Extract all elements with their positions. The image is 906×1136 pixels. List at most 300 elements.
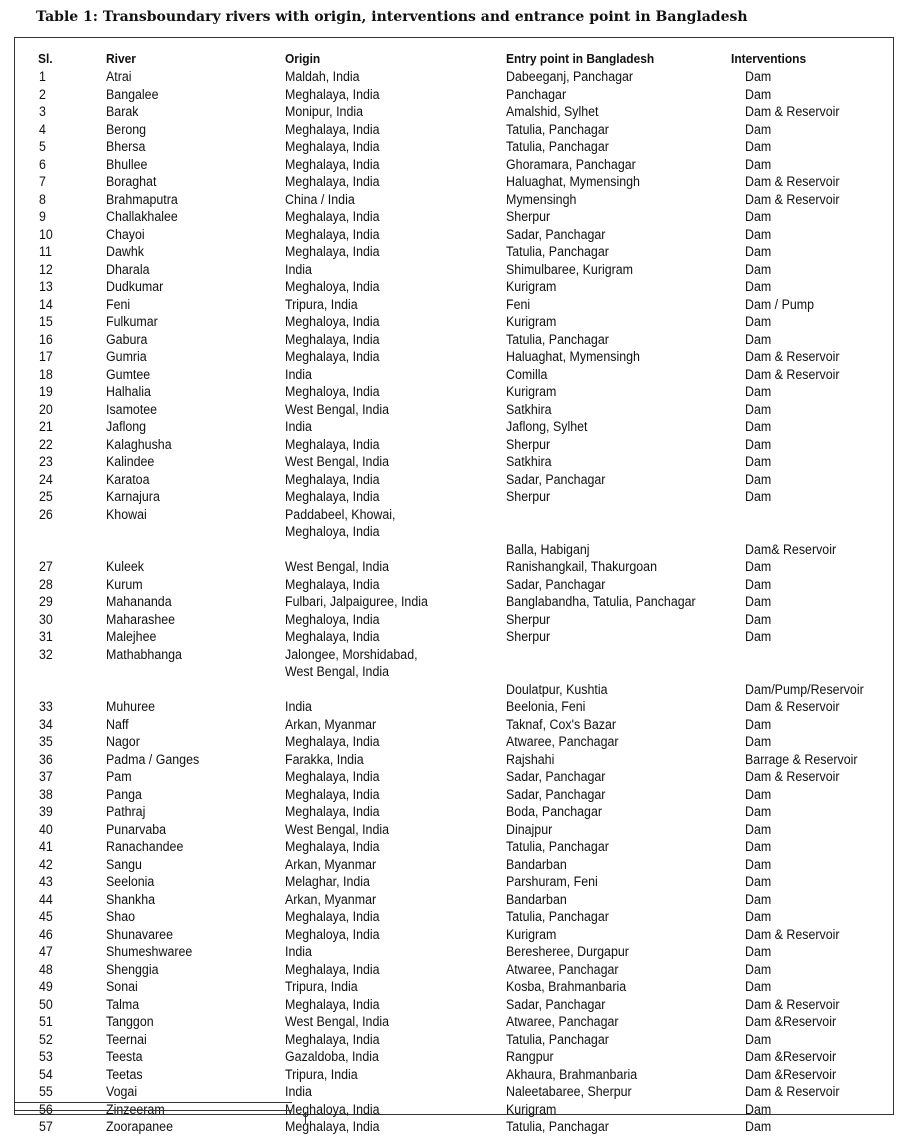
row-serial: 14 bbox=[39, 296, 53, 312]
row-entry-point: Sherpur bbox=[506, 489, 551, 504]
row-entry-point: Sadar, Panchagar bbox=[506, 576, 606, 592]
row-entry-point: Haluaghat, Mymensingh bbox=[506, 349, 640, 364]
row-entry-point: Comilla bbox=[506, 366, 548, 382]
row-serial: 5 bbox=[39, 139, 46, 154]
row-origin: Arkan, Myanmar bbox=[285, 856, 377, 872]
row-river: Fulkumar bbox=[106, 314, 158, 329]
row-origin: Meghalaya, India bbox=[285, 174, 380, 189]
row-serial: 19 bbox=[39, 384, 53, 399]
row-serial: 9 bbox=[39, 209, 46, 224]
table-row bbox=[0, 436, 906, 454]
row-serial: 35 bbox=[39, 734, 53, 749]
row-interventions: Dam bbox=[745, 139, 772, 154]
row-origin: Meghalaya, India bbox=[285, 909, 380, 924]
row-entry-point: Bandarban bbox=[506, 856, 567, 872]
row-river: Punarvaba bbox=[106, 821, 167, 837]
table-row bbox=[0, 1066, 906, 1084]
row-river: Sangu bbox=[106, 856, 142, 872]
row-entry-point: Sherpur bbox=[506, 611, 551, 627]
row-origin: Meghaloya, India bbox=[285, 1101, 380, 1117]
row-entry-point: Banglabandha, Tatulia, Panchagar bbox=[506, 594, 696, 609]
row-origin: India bbox=[285, 944, 312, 959]
row-interventions: Dam bbox=[745, 209, 772, 224]
row-entry-point: Rangpur bbox=[506, 1049, 554, 1064]
row-interventions: Dam bbox=[745, 86, 772, 102]
row-interventions: Dam bbox=[745, 384, 772, 399]
row-origin: Jalongee, Morshidabad, West Bengal, India bbox=[285, 646, 418, 679]
row-origin: Arkan, Myanmar bbox=[285, 716, 377, 732]
row-interventions: Dam bbox=[745, 576, 772, 592]
row-interventions: Dam bbox=[745, 419, 772, 434]
row-river: Isamotee bbox=[106, 401, 158, 417]
row-river: Gabura bbox=[106, 331, 148, 347]
row-origin: West Bengal, India bbox=[285, 401, 390, 417]
row-river: Teesta bbox=[106, 1049, 143, 1064]
row-serial: 33 bbox=[39, 699, 53, 714]
row-interventions: Dam bbox=[745, 454, 772, 469]
row-river: Kalaghusha bbox=[106, 436, 172, 452]
row-origin: Meghalaya, India bbox=[285, 121, 380, 137]
row-entry-point: Naleetabaree, Sherpur bbox=[506, 1084, 632, 1099]
row-entry-point: Satkhira bbox=[506, 401, 552, 417]
row-river: Barak bbox=[106, 104, 139, 119]
row-entry-point: Tatulia, Panchagar bbox=[506, 1119, 609, 1134]
row-origin: West Bengal, India bbox=[285, 454, 390, 469]
table-row bbox=[0, 401, 906, 419]
row-origin: Meghalaya, India bbox=[285, 1119, 380, 1134]
row-entry-point: Tatulia, Panchagar bbox=[506, 839, 609, 854]
row-serial: 52 bbox=[39, 1031, 53, 1047]
row-serial: 20 bbox=[39, 401, 53, 417]
row-origin: Meghaloya, India bbox=[285, 384, 380, 399]
row-serial: 53 bbox=[39, 1049, 53, 1064]
row-river: Boraghat bbox=[106, 174, 157, 189]
row-entry-point: Sadar, Panchagar bbox=[506, 769, 606, 784]
row-river: Zoorapanee bbox=[106, 1119, 173, 1134]
row-river: Dharala bbox=[106, 261, 150, 277]
row-serial: 37 bbox=[39, 769, 53, 784]
row-entry-point: Parshuram, Feni bbox=[506, 874, 598, 889]
row-origin: India bbox=[285, 419, 312, 434]
table-row bbox=[0, 628, 906, 646]
row-entry-point: Doulatpur, Kushtia bbox=[506, 681, 608, 697]
row-origin: Meghalaya, India bbox=[285, 436, 380, 452]
row-serial: 22 bbox=[39, 436, 53, 452]
header-river: River bbox=[106, 51, 136, 66]
row-river: Shankha bbox=[106, 891, 156, 907]
row-serial: 41 bbox=[39, 839, 53, 854]
row-serial: 26 bbox=[39, 506, 53, 522]
row-origin: Gazaldoba, India bbox=[285, 1049, 379, 1064]
table-row bbox=[0, 576, 906, 594]
row-entry-point: Tatulia, Panchagar bbox=[506, 244, 609, 259]
table-row bbox=[0, 838, 906, 856]
table-row bbox=[0, 156, 906, 174]
row-interventions: Dam bbox=[745, 716, 772, 732]
row-entry-point: Atwaree, Panchagar bbox=[506, 961, 619, 977]
row-interventions: Dam bbox=[745, 244, 772, 259]
row-entry-point: Kurigram bbox=[506, 926, 557, 942]
table-row bbox=[0, 331, 906, 349]
row-river: Bhersa bbox=[106, 139, 146, 154]
row-entry-point: Tatulia, Panchagar bbox=[506, 1031, 609, 1047]
row-river: Malejhee bbox=[106, 629, 157, 644]
row-entry-point: Kurigram bbox=[506, 384, 557, 399]
row-interventions: Dam bbox=[745, 1031, 772, 1047]
row-origin: Meghaloya, India bbox=[285, 926, 380, 942]
row-river: Mahananda bbox=[106, 594, 172, 609]
row-origin: Meghaloya, India bbox=[285, 314, 380, 329]
row-serial: 47 bbox=[39, 944, 53, 959]
row-interventions: Dam bbox=[745, 489, 772, 504]
table-row bbox=[0, 873, 906, 891]
row-origin: Meghalaya, India bbox=[285, 1031, 380, 1047]
row-entry-point: Dinajpur bbox=[506, 821, 553, 837]
row-entry-point: Kurigram bbox=[506, 314, 557, 329]
table-row bbox=[0, 471, 906, 489]
row-serial: 49 bbox=[39, 979, 53, 994]
row-river: Jaflong bbox=[106, 419, 147, 434]
row-interventions: Dam & Reservoir bbox=[745, 191, 840, 207]
row-river: Pathraj bbox=[106, 804, 146, 819]
row-origin: Monipur, India bbox=[285, 104, 364, 119]
row-origin: Meghalaya, India bbox=[285, 804, 380, 819]
row-entry-point: Atwaree, Panchagar bbox=[506, 1014, 619, 1029]
row-river: Shunavaree bbox=[106, 926, 173, 942]
header-interventions: Interventions bbox=[731, 51, 807, 66]
row-river: Panga bbox=[106, 786, 142, 802]
row-serial: 6 bbox=[39, 156, 46, 172]
row-entry-point: Panchagar bbox=[506, 86, 567, 102]
row-serial: 34 bbox=[39, 716, 53, 732]
row-interventions: Dam bbox=[745, 944, 772, 959]
row-river: Teetas bbox=[106, 1066, 143, 1082]
row-river: Chayoi bbox=[106, 226, 145, 242]
row-serial: 31 bbox=[39, 629, 53, 644]
row-river: Gumtee bbox=[106, 366, 151, 382]
row-entry-point: Satkhira bbox=[506, 454, 552, 469]
row-interventions: Dam/Pump/Reservoir bbox=[745, 681, 864, 697]
row-river: Shao bbox=[106, 909, 136, 924]
row-interventions: Dam bbox=[745, 69, 772, 84]
row-origin: India bbox=[285, 1084, 312, 1099]
row-entry-point: Tatulia, Panchagar bbox=[506, 139, 609, 154]
row-interventions: Dam bbox=[745, 559, 772, 574]
row-origin: Tripura, India bbox=[285, 1066, 358, 1082]
row-serial: 48 bbox=[39, 961, 53, 977]
row-river: Nagor bbox=[106, 734, 140, 749]
table-row bbox=[0, 208, 906, 226]
row-entry-point: Sherpur bbox=[506, 629, 551, 644]
row-entry-point: Shimulbaree, Kurigram bbox=[506, 261, 634, 277]
row-origin: Meghalaya, India bbox=[285, 629, 380, 644]
footnote-rule bbox=[14, 1102, 292, 1103]
row-serial: 55 bbox=[39, 1084, 53, 1099]
row-serial: 18 bbox=[39, 366, 53, 382]
table-row bbox=[0, 751, 906, 769]
row-origin: Meghalaya, India bbox=[285, 961, 380, 977]
table-row bbox=[0, 961, 906, 979]
table-row bbox=[0, 786, 906, 804]
table-row bbox=[0, 418, 906, 436]
row-serial: 29 bbox=[39, 594, 53, 609]
table-row bbox=[0, 103, 906, 121]
row-origin: Meghalaya, India bbox=[285, 471, 380, 487]
row-interventions: Dam bbox=[745, 436, 772, 452]
row-serial: 25 bbox=[39, 489, 53, 504]
row-interventions: Dam / Pump bbox=[745, 296, 815, 312]
row-origin: India bbox=[285, 261, 312, 277]
row-entry-point: Sadar, Panchagar bbox=[506, 996, 606, 1012]
row-interventions: Dam bbox=[745, 786, 772, 802]
row-entry-point: Bandarban bbox=[506, 891, 567, 907]
table-row bbox=[0, 243, 906, 261]
row-interventions: Dam bbox=[745, 961, 772, 977]
row-serial: 50 bbox=[39, 996, 53, 1012]
table-row bbox=[0, 856, 906, 874]
row-origin: Melaghar, India bbox=[285, 874, 370, 889]
row-entry-point: Kurigram bbox=[506, 1101, 557, 1117]
row-serial: 21 bbox=[39, 419, 53, 434]
row-interventions: Dam bbox=[745, 331, 772, 347]
table-row bbox=[0, 768, 906, 786]
row-origin: Meghalaya, India bbox=[285, 156, 380, 172]
row-origin: Meghalaya, India bbox=[285, 769, 380, 784]
table-row bbox=[0, 278, 906, 296]
row-serial: 15 bbox=[39, 314, 53, 329]
row-serial: 45 bbox=[39, 909, 53, 924]
row-entry-point: Beresheree, Durgapur bbox=[506, 944, 629, 959]
table-row bbox=[0, 383, 906, 401]
table-row bbox=[0, 558, 906, 576]
row-river: Talma bbox=[106, 996, 140, 1012]
row-origin: Meghaloya, India bbox=[285, 611, 380, 627]
row-interventions: Dam & Reservoir bbox=[745, 769, 840, 784]
row-origin: West Bengal, India bbox=[285, 1014, 390, 1029]
row-entry-point: Sadar, Panchagar bbox=[506, 786, 606, 802]
row-interventions: Dam & Reservoir bbox=[745, 366, 840, 382]
row-serial: 56 bbox=[39, 1101, 53, 1117]
row-origin: West Bengal, India bbox=[285, 821, 390, 837]
row-serial: 40 bbox=[39, 821, 53, 837]
row-origin: Meghalaya, India bbox=[285, 244, 380, 259]
header-sl: Sl. bbox=[38, 51, 53, 66]
table-row bbox=[0, 121, 906, 139]
row-river: Naff bbox=[106, 716, 129, 732]
table-row bbox=[0, 173, 906, 191]
table-row bbox=[0, 1118, 906, 1136]
row-serial: 43 bbox=[39, 874, 53, 889]
row-river: Kuleek bbox=[106, 559, 144, 574]
row-serial: 54 bbox=[39, 1066, 53, 1082]
row-interventions: Dam & Reservoir bbox=[745, 996, 840, 1012]
header-entry-point: Entry point in Bangladesh bbox=[506, 51, 655, 66]
row-river: Kurum bbox=[106, 576, 143, 592]
row-interventions: Dam bbox=[745, 1119, 772, 1134]
row-interventions: Dam & Reservoir bbox=[745, 174, 840, 189]
row-river: Feni bbox=[106, 296, 131, 312]
table-row bbox=[0, 453, 906, 471]
row-entry-point: Dabeeganj, Panchagar bbox=[506, 69, 634, 84]
row-origin: Paddabeel, Khowai, Meghaloya, India bbox=[285, 506, 396, 539]
row-interventions: Dam bbox=[745, 156, 772, 172]
row-serial: 13 bbox=[39, 279, 53, 294]
row-river: Shumeshwaree bbox=[106, 944, 193, 959]
row-origin: Meghalaya, India bbox=[285, 139, 380, 154]
row-entry-point: Feni bbox=[506, 296, 531, 312]
row-interventions: Dam bbox=[745, 804, 772, 819]
row-river: Karnajura bbox=[106, 489, 160, 504]
table-row bbox=[0, 1083, 906, 1101]
row-entry-point: Sadar, Panchagar bbox=[506, 226, 606, 242]
row-origin: Meghalaya, India bbox=[285, 576, 380, 592]
row-interventions: Dam & Reservoir bbox=[745, 349, 840, 364]
row-interventions: Dam &Reservoir bbox=[745, 1066, 837, 1082]
row-entry-point: Boda, Panchagar bbox=[506, 804, 602, 819]
row-entry-point: Mymensingh bbox=[506, 191, 577, 207]
row-river: Teernai bbox=[106, 1031, 147, 1047]
row-river: Zinzeeram bbox=[106, 1101, 165, 1117]
row-origin: India bbox=[285, 699, 312, 714]
row-interventions: Dam & Reservoir bbox=[745, 699, 840, 714]
row-serial: 2 bbox=[39, 86, 46, 102]
table-row bbox=[0, 1013, 906, 1031]
row-origin: West Bengal, India bbox=[285, 559, 390, 574]
row-origin: China / India bbox=[285, 191, 355, 207]
row-interventions: Dam bbox=[745, 979, 772, 994]
row-serial: 8 bbox=[39, 191, 46, 207]
row-serial: 39 bbox=[39, 804, 53, 819]
row-interventions: Dam & Reservoir bbox=[745, 1084, 840, 1099]
row-interventions: Dam &Reservoir bbox=[745, 1014, 837, 1029]
row-entry-point: Jaflong, Sylhet bbox=[506, 419, 588, 434]
table-row bbox=[0, 366, 906, 384]
row-entry-point: Ranishangkail, Thakurgoan bbox=[506, 559, 657, 574]
row-river: Pam bbox=[106, 769, 132, 784]
row-river: Bangalee bbox=[106, 86, 159, 102]
row-serial: 7 bbox=[39, 174, 46, 189]
row-serial: 10 bbox=[39, 226, 53, 242]
row-origin: Arkan, Myanmar bbox=[285, 891, 377, 907]
row-interventions: Dam& Reservoir bbox=[745, 541, 837, 557]
row-serial: 30 bbox=[39, 611, 53, 627]
row-serial: 17 bbox=[39, 349, 53, 364]
row-interventions: Dam bbox=[745, 821, 772, 837]
table-row bbox=[0, 593, 906, 611]
table-row bbox=[0, 943, 906, 961]
row-entry-point: Kurigram bbox=[506, 279, 557, 294]
row-serial: 46 bbox=[39, 926, 53, 942]
row-serial: 51 bbox=[39, 1014, 53, 1029]
row-origin: Meghalaya, India bbox=[285, 734, 380, 749]
row-interventions: Barrage & Reservoir bbox=[745, 751, 858, 767]
row-interventions: Dam bbox=[745, 314, 772, 329]
table-row bbox=[0, 1048, 906, 1066]
row-interventions: Dam bbox=[745, 594, 772, 609]
row-serial: 3 bbox=[39, 104, 46, 119]
row-interventions: Dam bbox=[745, 261, 772, 277]
row-entry-point: Akhaura, Brahmanbaria bbox=[506, 1066, 638, 1082]
row-serial: 36 bbox=[39, 751, 53, 767]
row-origin: Meghalaya, India bbox=[285, 996, 380, 1012]
footnote-rule-lower bbox=[14, 1110, 292, 1111]
row-serial: 4 bbox=[39, 121, 46, 137]
row-interventions: Dam bbox=[745, 839, 772, 854]
table-row bbox=[0, 716, 906, 734]
row-entry-point: Sherpur bbox=[506, 436, 551, 452]
row-river: Atrai bbox=[106, 69, 132, 84]
row-interventions: Dam & Reservoir bbox=[745, 926, 840, 942]
row-river: Vogai bbox=[106, 1084, 138, 1099]
table-row bbox=[0, 226, 906, 244]
row-origin: Meghalaya, India bbox=[285, 86, 380, 102]
row-river: Gumria bbox=[106, 349, 147, 364]
row-origin: Meghalaya, India bbox=[285, 489, 380, 504]
table-row bbox=[0, 908, 906, 926]
row-interventions: Dam bbox=[745, 226, 772, 242]
row-interventions: Dam & Reservoir bbox=[745, 104, 840, 119]
table-row bbox=[0, 996, 906, 1014]
row-river: Dudkumar bbox=[106, 279, 164, 294]
row-origin: Tripura, India bbox=[285, 296, 358, 312]
row-serial: 42 bbox=[39, 856, 53, 872]
row-river: Ranachandee bbox=[106, 839, 184, 854]
row-entry-point: Sherpur bbox=[506, 209, 551, 224]
row-serial: 44 bbox=[39, 891, 53, 907]
row-serial: 57 bbox=[39, 1119, 53, 1134]
table-row bbox=[0, 506, 906, 559]
row-river: Shenggia bbox=[106, 961, 159, 977]
row-serial: 16 bbox=[39, 331, 53, 347]
row-interventions: Dam bbox=[745, 1101, 772, 1117]
table-row bbox=[0, 296, 906, 314]
table-row bbox=[0, 138, 906, 156]
row-origin: Fulbari, Jalpaiguree, India bbox=[285, 594, 428, 609]
row-serial: 32 bbox=[39, 646, 53, 662]
row-river: Berong bbox=[106, 121, 147, 137]
row-river: Mathabhanga bbox=[106, 646, 182, 662]
row-serial: 24 bbox=[39, 471, 53, 487]
row-origin: Meghalaya, India bbox=[285, 839, 380, 854]
row-entry-point: Tatulia, Panchagar bbox=[506, 121, 609, 137]
row-interventions: Dam bbox=[745, 874, 772, 889]
row-entry-point: Amalshid, Sylhet bbox=[506, 104, 599, 119]
row-river: Karatoa bbox=[106, 471, 150, 487]
table-row bbox=[0, 803, 906, 821]
row-interventions: Dam bbox=[745, 891, 772, 907]
row-origin: Maldah, India bbox=[285, 69, 360, 84]
row-river: Seelonia bbox=[106, 874, 155, 889]
row-interventions: Dam bbox=[745, 909, 772, 924]
row-serial: 28 bbox=[39, 576, 53, 592]
row-river: Padma / Ganges bbox=[106, 751, 200, 767]
page-divider bbox=[305, 1112, 306, 1124]
row-origin: Tripura, India bbox=[285, 979, 358, 994]
row-interventions: Dam bbox=[745, 121, 772, 137]
row-river: Challakhalee bbox=[106, 209, 178, 224]
table-title: Table 1: Transboundary rivers with origin, interventions and entrance point in Bangladesh bbox=[36, 9, 748, 25]
row-entry-point: Haluaghat, Mymensingh bbox=[506, 174, 640, 189]
row-origin: Farakka, India bbox=[285, 751, 364, 767]
row-river: Maharashee bbox=[106, 611, 176, 627]
table-row bbox=[0, 488, 906, 506]
row-river: Halhalia bbox=[106, 384, 151, 399]
row-interventions: Dam bbox=[745, 611, 772, 627]
table-row bbox=[0, 348, 906, 366]
header-origin: Origin bbox=[285, 51, 321, 66]
row-serial: 23 bbox=[39, 454, 53, 469]
row-entry-point: Kosba, Brahmanbaria bbox=[506, 979, 627, 994]
